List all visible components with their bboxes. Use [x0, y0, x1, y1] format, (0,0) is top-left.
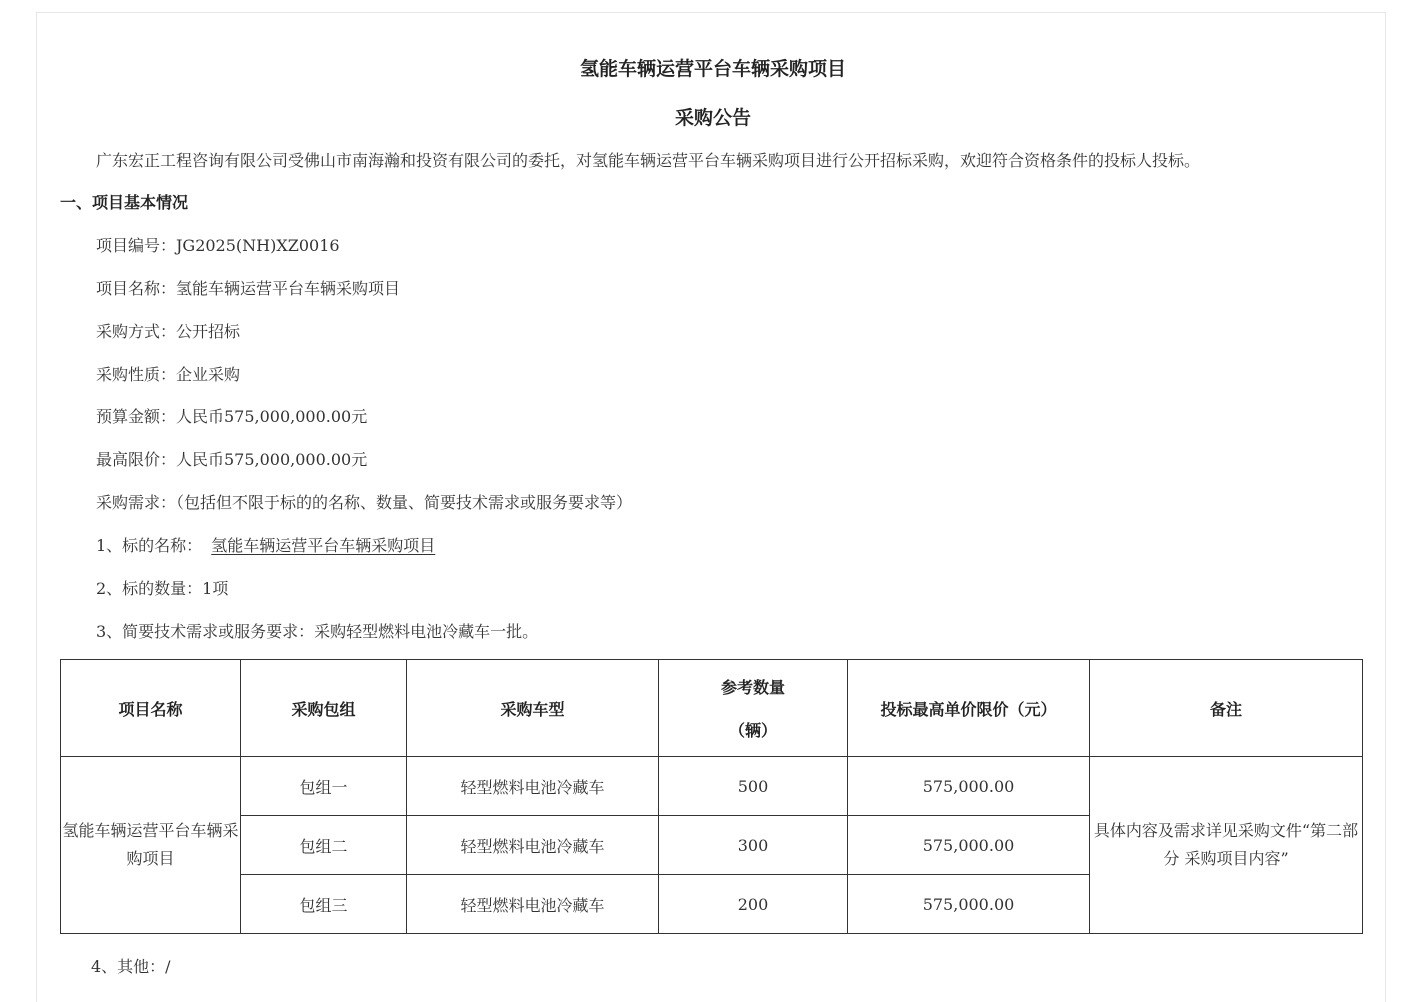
procurement-method: 采购方式：公开招标 — [96, 322, 241, 341]
cell-vehicle-model: 轻型燃料电池冷藏车 — [407, 816, 659, 875]
max-price-limit: 最高限价：人民币575,000,000.00元 — [96, 450, 368, 469]
cell-lot: 包组二 — [241, 816, 407, 875]
cell-remark: 具体内容及需求详见采购文件“第二部分 采购项目内容” — [1090, 757, 1363, 934]
item-name-label: 1、标的名称： — [96, 536, 203, 555]
header-lot: 采购包组 — [241, 660, 407, 757]
item-name-value: 氢能车辆运营平台车辆采购项目 — [211, 536, 436, 555]
cell-max-unit-price: 575,000.00 — [848, 875, 1090, 934]
document-title: 氢能车辆运营平台车辆采购项目 — [579, 58, 846, 80]
item-name-line — [96, 533, 435, 556]
header-quantity-label: 参考数量 — [720, 678, 785, 697]
header-quantity — [659, 660, 848, 757]
project-name: 项目名称：氢能车辆运营平台车辆采购项目 — [96, 279, 401, 298]
item-other: 4、其他：/ — [91, 957, 171, 976]
cell-lot: 包组三 — [241, 875, 407, 934]
cell-quantity: 300 — [659, 816, 848, 875]
cell-max-unit-price: 575,000.00 — [848, 757, 1090, 816]
header-remark: 备注 — [1090, 660, 1363, 757]
procurement-needs: 采购需求：（包括但不限于标的的名称、数量、简要技术需求或服务要求等） — [96, 493, 633, 512]
header-max-unit-price: 投标最高单价限价（元） — [848, 660, 1090, 757]
cell-vehicle-model: 轻型燃料电池冷藏车 — [407, 875, 659, 934]
header-quantity-unit: （辆） — [728, 721, 777, 740]
item-quantity: 2、标的数量：1项 — [96, 579, 229, 598]
cell-lot: 包组一 — [241, 757, 407, 816]
budget-amount: 预算金额：人民币575,000,000.00元 — [96, 407, 368, 426]
procurement-nature: 采购性质：企业采购 — [96, 365, 241, 384]
cell-quantity: 200 — [659, 875, 848, 934]
intro-paragraph: 广东宏正工程咨询有限公司受佛山市南海瀚和投资有限公司的委托，对氢能车辆运营平台车辆采购项目进行公开招标采购，欢迎符合资格条件的投标人投标。 — [96, 151, 1201, 170]
item-requirements: 3、简要技术需求或服务要求：采购轻型燃料电池冷藏车一批。 — [96, 622, 539, 641]
header-project-name: 项目名称 — [61, 660, 241, 757]
procurement-table — [60, 659, 1363, 934]
header-vehicle-model: 采购车型 — [407, 660, 659, 757]
cell-quantity: 500 — [659, 757, 848, 816]
section-heading: 一、项目基本情况 — [60, 193, 189, 212]
table-row — [61, 757, 1363, 816]
cell-project-name: 氢能车辆运营平台车辆采购项目 — [61, 757, 241, 934]
project-code: 项目编号：JG2025(NH)XZ0016 — [96, 236, 340, 255]
table-header-row — [61, 660, 1363, 757]
cell-max-unit-price: 575,000.00 — [848, 816, 1090, 875]
cell-vehicle-model: 轻型燃料电池冷藏车 — [407, 757, 659, 816]
document-subtitle: 采购公告 — [674, 107, 751, 129]
